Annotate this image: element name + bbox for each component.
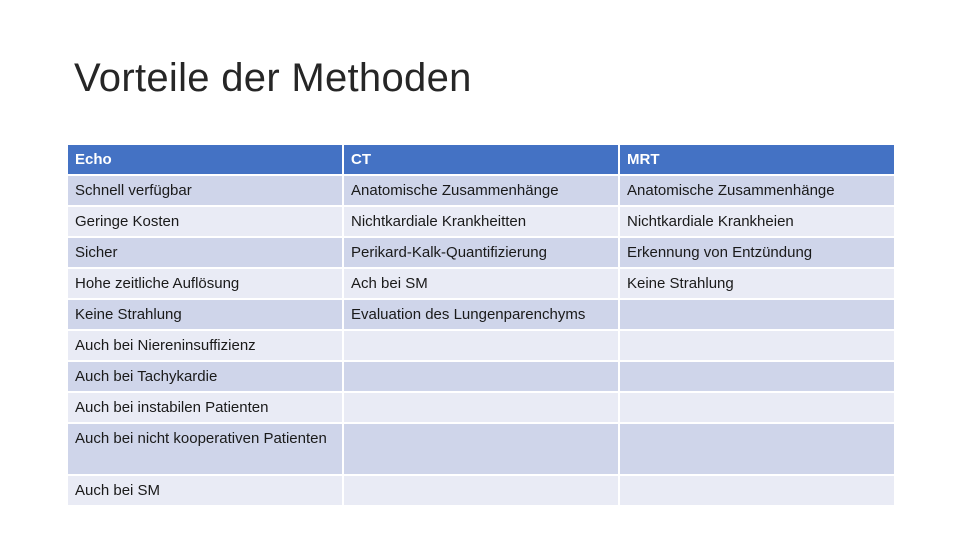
table-row bbox=[67, 175, 895, 206]
table-row bbox=[67, 392, 895, 423]
table-cell: Geringe Kosten bbox=[67, 206, 343, 237]
table-cell: Keine Strahlung bbox=[67, 299, 343, 330]
table-cell bbox=[343, 330, 619, 361]
table-cell bbox=[619, 330, 895, 361]
table-header-row bbox=[67, 144, 895, 175]
comparison-table bbox=[66, 143, 896, 507]
table-cell bbox=[343, 361, 619, 392]
table-cell: Nichtkardiale Krankheien bbox=[619, 206, 895, 237]
table-cell: Auch bei Tachykardie bbox=[67, 361, 343, 392]
table-cell: Erkennung von Entzündung bbox=[619, 237, 895, 268]
table-cell bbox=[619, 423, 895, 475]
table-row bbox=[67, 206, 895, 237]
table-cell: Sicher bbox=[67, 237, 343, 268]
table-cell: Auch bei nicht kooperativen Patienten bbox=[67, 423, 343, 475]
table-cell bbox=[619, 361, 895, 392]
slide-title: Vorteile der Methoden bbox=[74, 56, 472, 100]
table-cell: Perikard-Kalk-Quantifizierung bbox=[343, 237, 619, 268]
table-cell: Hohe zeitliche Auflösung bbox=[67, 268, 343, 299]
table-cell: Evaluation des Lungenparenchyms bbox=[343, 299, 619, 330]
table-cell bbox=[343, 392, 619, 423]
table-cell: Auch bei instabilen Patienten bbox=[67, 392, 343, 423]
table-cell bbox=[343, 423, 619, 475]
header-ct: CT bbox=[343, 144, 619, 175]
table-cell: Nichtkardiale Krankheitten bbox=[343, 206, 619, 237]
table-cell: Anatomische Zusammenhänge bbox=[343, 175, 619, 206]
table-cell: Auch bei SM bbox=[67, 475, 343, 506]
table-cell: Ach bei SM bbox=[343, 268, 619, 299]
table-row bbox=[67, 330, 895, 361]
table-cell bbox=[619, 392, 895, 423]
table-cell bbox=[343, 475, 619, 506]
table-cell bbox=[619, 299, 895, 330]
header-mrt: MRT bbox=[619, 144, 895, 175]
header-echo: Echo bbox=[67, 144, 343, 175]
table-row bbox=[67, 423, 895, 475]
table-cell: Keine Strahlung bbox=[619, 268, 895, 299]
table-row bbox=[67, 475, 895, 506]
table-row bbox=[67, 299, 895, 330]
table-cell: Auch bei Niereninsuffizienz bbox=[67, 330, 343, 361]
table-row bbox=[67, 237, 895, 268]
table-row bbox=[67, 268, 895, 299]
table-cell: Schnell verfügbar bbox=[67, 175, 343, 206]
table-cell bbox=[619, 475, 895, 506]
table-row bbox=[67, 361, 895, 392]
table-cell: Anatomische Zusammenhänge bbox=[619, 175, 895, 206]
